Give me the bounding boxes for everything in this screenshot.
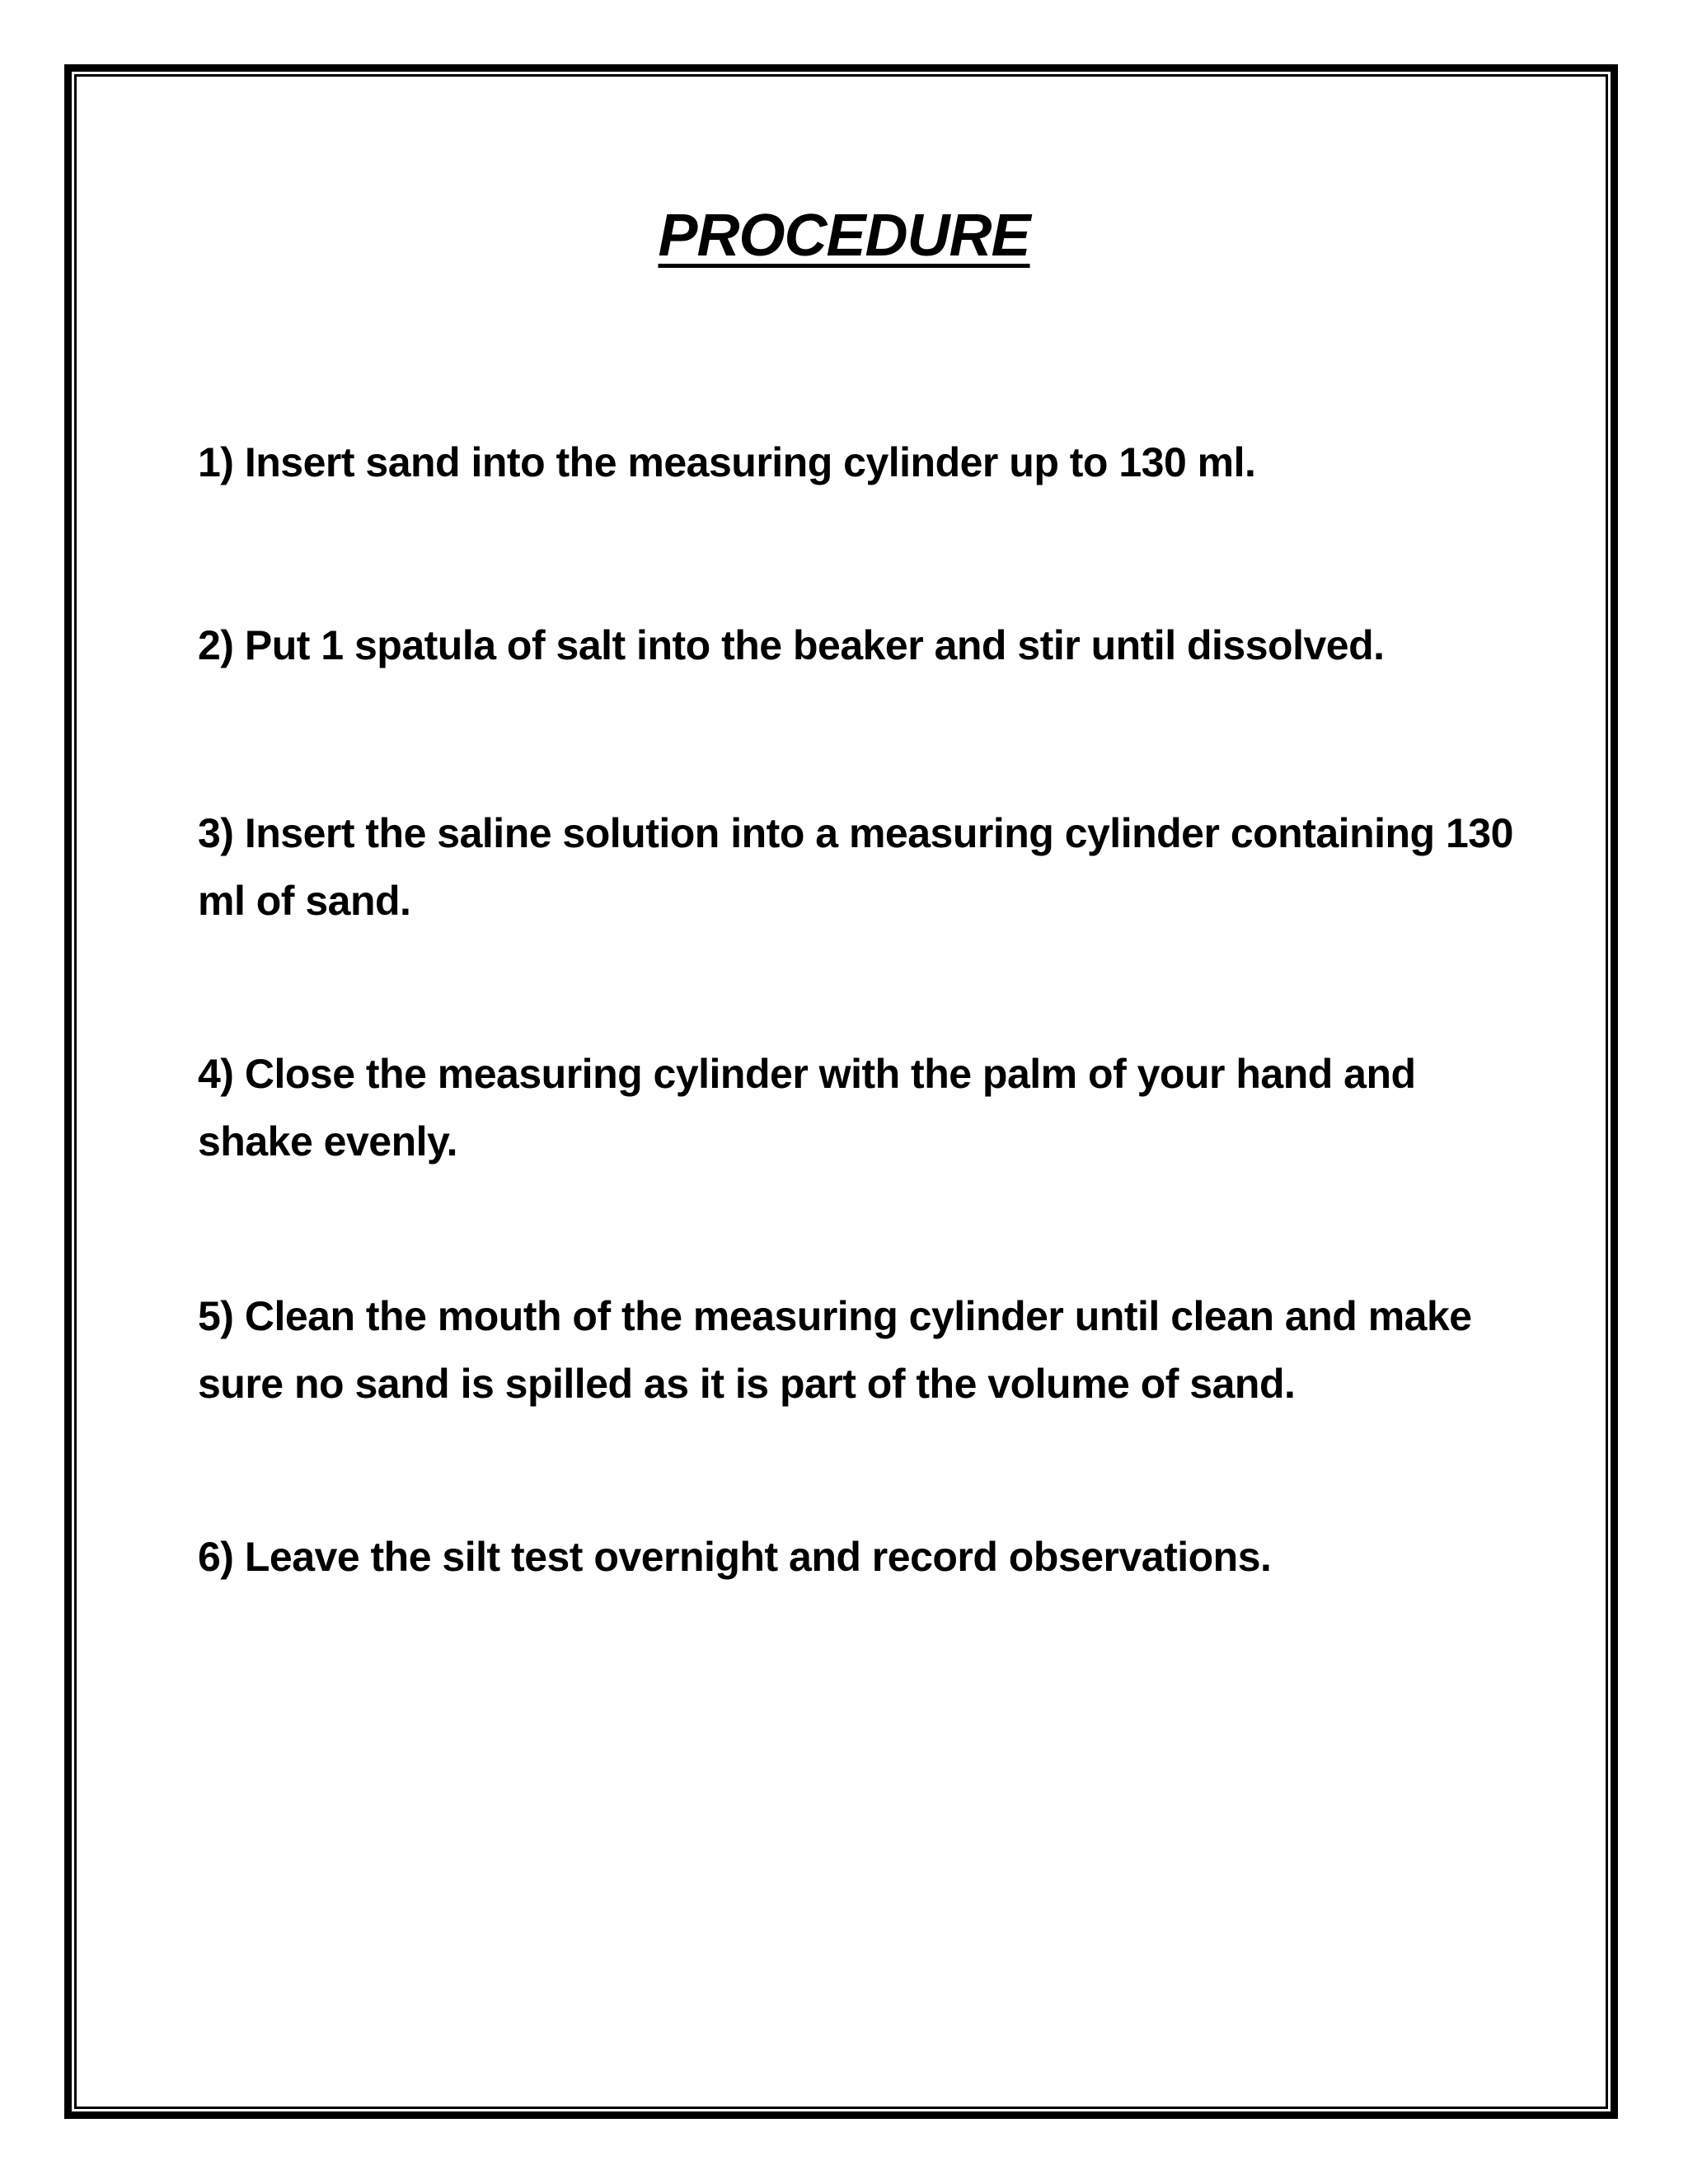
page-title: PROCEDURE <box>658 203 1030 269</box>
procedure-step-3: 3) Insert the saline solution into a measuring cylinder containing 130 ml of sand. <box>198 810 1513 924</box>
procedure-step-2: 2) Put 1 spatula of salt into the beaker and stir until dissolved. <box>198 622 1385 668</box>
procedure-step-6: 6) Leave the silt test overnight and record observations. <box>198 1534 1272 1580</box>
procedure-step-1: 1) Insert sand into the measuring cylinder up to 130 ml. <box>198 439 1256 485</box>
procedure-step-4: 4) Close the measuring cylinder with the palm of your hand and shake evenly. <box>198 1051 1416 1165</box>
procedure-step-5: 5) Clean the mouth of the measuring cylinder until clean and make sure no sand is spilled as it is part of the volume of sand. <box>198 1293 1472 1407</box>
